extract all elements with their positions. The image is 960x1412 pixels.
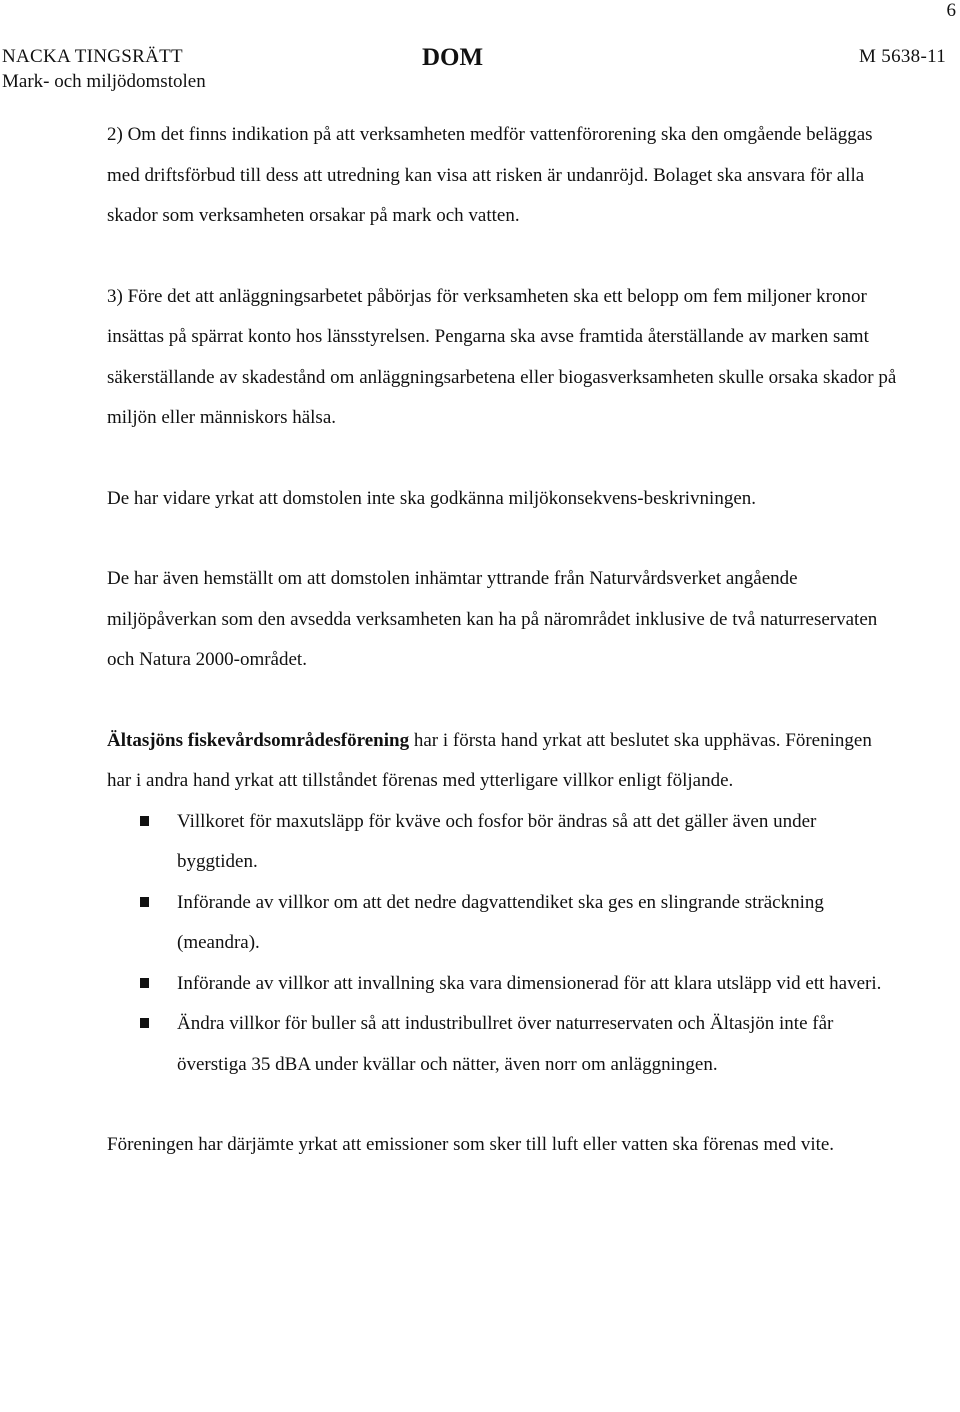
association-claim-text: har i första hand yrkat att beslutet ska upphävas. Föreningen har i andra hand yrkat att tillståndet förenas med ytterligare villkor enligt följande. <box>107 729 872 791</box>
association-name: Ältasjöns fiskevårdsområdesförening <box>107 729 410 751</box>
list-item-text: Ändra villkor för buller så att industribullret över naturreservaten och Ältasjön inte får överstiga 35 dBA under kvällar och nätter, även norr om anläggningen. <box>177 1013 834 1075</box>
list-item-text: Införande av villkor att invallning ska vara dimensionerad för att klara utsläpp vid ett haveri. <box>177 972 882 994</box>
document-header <box>0 44 960 94</box>
court-name: NACKA TINGSRÄTT <box>2 46 183 67</box>
paragraph-claim-3: 3) Före det att anläggningsarbetet påbörjas för verksamheten ska ett belopp om fem miljoner kronor insättas på spärrat konto hos länsstyrelsen. Pengarna ska avse framtida återställande av marken samt säkerställande av skadestånd om anläggningsarbetena eller biogasverksamheten skulle orsaka skador på miljön eller människors hälsa. <box>107 285 897 428</box>
case-number: M 5638-11 <box>859 46 946 67</box>
square-bullet-icon <box>140 897 149 907</box>
square-bullet-icon <box>140 978 149 988</box>
page-number: 6 <box>946 0 956 21</box>
document-type: DOM <box>422 44 484 71</box>
list-item-text: Villkoret för maxutsläpp för kväve och fosfor bör ändras så att det gäller även under byggtiden. <box>177 810 817 872</box>
paragraph-naturvardsverket-request: De har även hemställt om att domstolen inhämtar yttrande från Naturvårdsverket angående miljöpåverkan som den avsedda verksamheten kan ha på närområdet inklusive de två naturreservaten och Natura 2000-området. <box>107 568 878 670</box>
square-bullet-icon <box>140 816 149 826</box>
list-item <box>107 964 897 1005</box>
condition-list <box>107 802 897 1086</box>
list-item <box>107 802 897 883</box>
court-division: Mark- och miljödomstolen <box>2 71 206 92</box>
document-body <box>107 115 897 1166</box>
paragraph-emission-penalty: Föreningen har därjämte yrkat att emissioner som sker till luft eller vatten ska förenas med vite. <box>107 1134 835 1155</box>
list-item <box>107 883 897 964</box>
paragraph-fiskevard-claim <box>107 721 897 802</box>
list-item-text: Införande av villkor om att det nedre dagvattendiket ska ges en slingrande sträckning (meandra). <box>177 891 824 953</box>
list-item <box>107 1004 897 1085</box>
square-bullet-icon <box>140 1018 149 1028</box>
paragraph-claim-2: 2) Om det finns indikation på att verksamheten medför vattenförorening ska den omgående beläggas med driftsförbud till dess att utredning kan visa att risken är undanröjd. Bolaget ska ansvara för alla skador som verksamheten orsakar på mark och vatten. <box>107 124 873 226</box>
paragraph-mkb-objection: De har vidare yrkat att domstolen inte ska godkänna miljökonsekvens-beskrivningen. <box>107 487 757 509</box>
